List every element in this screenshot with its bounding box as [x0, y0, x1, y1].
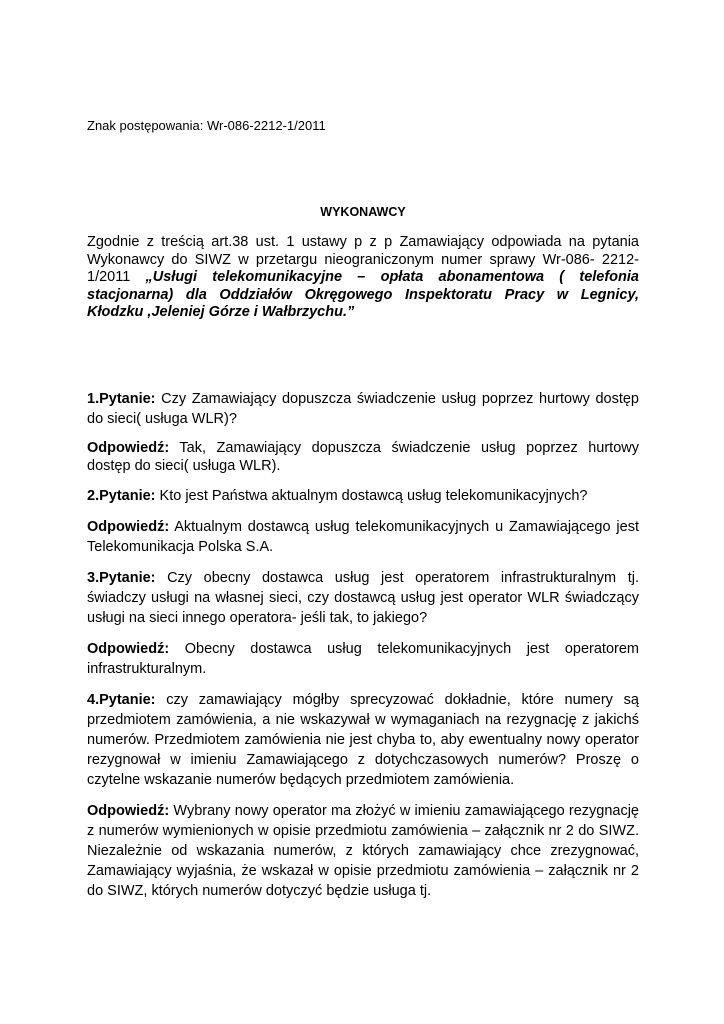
answer-1 [87, 440, 639, 475]
intro-text: Zgodnie z treścią art.38 ust. 1 ustawy p z p Zamawiający odpowiada na pytania Wykonawcy do SIWZ w przetargu nieograniczonym numer sprawy Wr-086- 2212-1/2011 [87, 234, 639, 285]
intro-paragraph [87, 234, 639, 322]
answer-2 [87, 517, 639, 557]
question-text: Czy Zamawiający dopuszcza świadczenie usług poprzez hurtowy dostęp do sieci( usługa WLR)? [87, 391, 639, 427]
answer-label: Odpowiedź: [87, 519, 170, 535]
answer-4 [87, 801, 639, 901]
question-text: Czy obecny dostawca usług jest operatorem infrastrukturalnym tj. świadczy usługi na własnej sieci, czy dostawcą usług jest operator WLR świadczący usługi na sieci innego operatora- jeśli tak, to jakiego? [87, 570, 639, 626]
question-label: 1.Pytanie: [87, 391, 156, 407]
question-text: Kto jest Państwa aktualnym dostawcą usług telekomunikacyjnych? [155, 488, 588, 504]
tender-title: „Usługi telekomunikacyjne – opłata abonamentowa ( telefonia stacjonarna) dla Oddziałów Okręgowego Inspektoratu Pracy w Legnicy, Kłodzku ,Jeleniej Górze i Wałbrzychu.” [87, 269, 639, 320]
question-label: 4.Pytanie: [87, 692, 156, 708]
question-3 [87, 568, 639, 628]
answer-label: Odpowiedź: [87, 803, 170, 819]
answer-text: Obecny dostawca usług telekomunikacyjnych jest operatorem infrastrukturalnym. [87, 641, 639, 677]
answer-label: Odpowiedź: [87, 440, 170, 456]
reference-number: Znak postępowania: Wr-086-2212-1/2011 [87, 118, 326, 133]
qa-section [87, 389, 639, 912]
question-label: 3.Pytanie: [87, 570, 156, 586]
question-2 [87, 486, 639, 506]
question-1 [87, 389, 639, 429]
question-text: czy zamawiający mógłby sprecyzować dokładnie, które numery są przedmiotem zamówienia, a nie wskazywał w wymaganiach na rezygnację z jakichś numerów. Przedmiotem zamówienia nie jest chyba to, aby ewentualny nowy operator rezygnował w imieniu Zamawiającego z dotychczasowych numerów? Proszę o czytelne wskazanie numerów będących przedmiotem zamówienia. [87, 692, 639, 788]
answer-3 [87, 639, 639, 679]
question-4 [87, 690, 639, 790]
answer-text: Aktualnym dostawcą usług telekomunikacyjnych u Zamawiającego jest Telekomunikacja Polska S.A. [87, 519, 639, 555]
document-heading: WYKONAWCY [320, 205, 406, 219]
question-label: 2.Pytanie: [87, 488, 156, 504]
answer-text: Tak, Zamawiający dopuszcza świadczenie usług poprzez hurtowy dostęp do sieci( usługa WLR). [87, 440, 639, 474]
answer-label: Odpowiedź: [87, 641, 170, 657]
answer-text: Wybrany nowy operator ma złożyć w imieniu zamawiającego rezygnację z numerów wymienionych w opisie przedmiotu zamówienia – załącznik nr 2 do SIWZ. Niezależnie od wskazania numerów, z których zamawiający chce zrezygnować, Zamawiający wyjaśnia, że wskazał w opisie przedmiotu zamówienia – załącznik nr 2 do SIWZ, których numerów dotyczyć będzie usługa tj. [87, 803, 639, 899]
